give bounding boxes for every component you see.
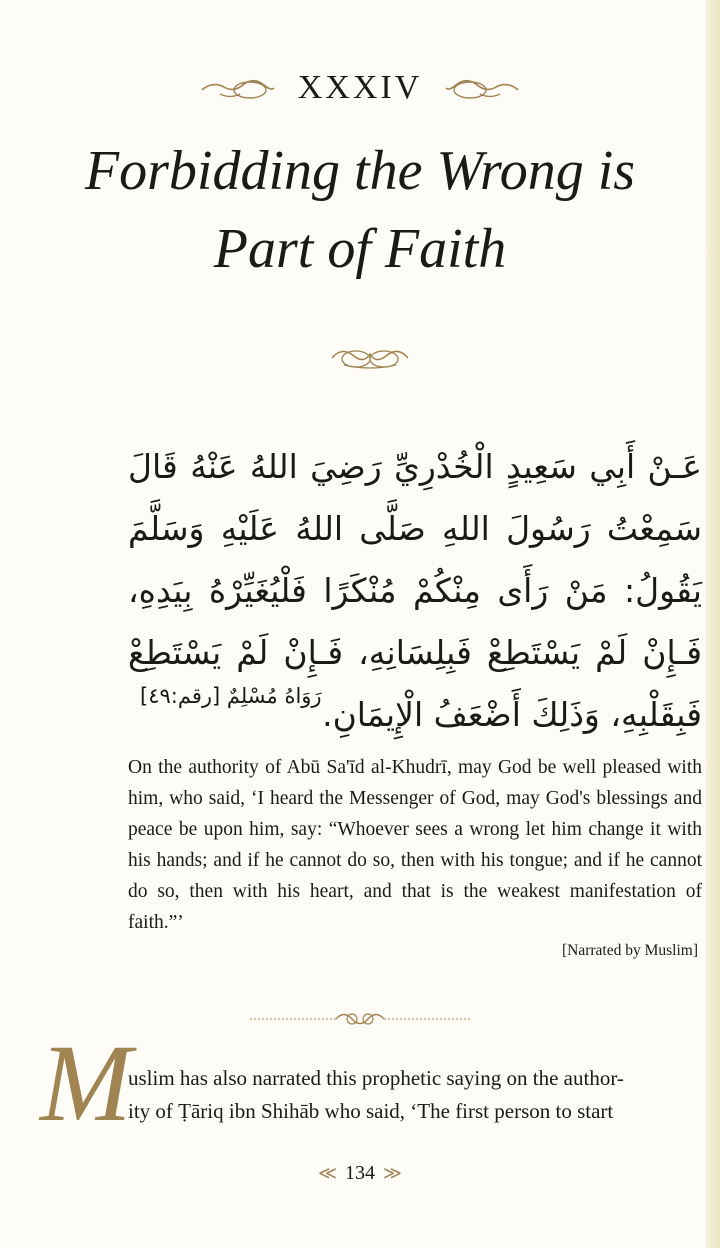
chapter-heading	[0, 62, 720, 114]
narration-reference: [Narrated by Muslim]	[561, 942, 698, 959]
chapter-title-line-2: Part of Faith	[213, 218, 507, 280]
hadith-arabic-source: رَوَاهُ مُسْلِمٌ [رقم:٤٩]	[140, 684, 322, 708]
left-footer-ornament: ≪	[318, 1163, 337, 1183]
page-number: 134	[345, 1162, 375, 1184]
title-ornament-icon	[328, 340, 412, 377]
right-footer-ornament: ≫	[383, 1163, 402, 1183]
drop-cap-letter: M	[40, 1022, 132, 1144]
hadith-translation: On the authority of Abū Sa'īd al-Khudrī, may God be well pleased with him, who said, ‘I heard the Messenger of God, may God's blessings and peace be upon him, say: “Whoever sees a wrong let him change it with his hands; and if he cannot do so, then with his tongue; and if he cannot do so, then with his heart, and that is the weakest manifestation of faith.”’	[128, 757, 702, 933]
section-divider-icon	[248, 1006, 472, 1037]
right-flourish-icon	[444, 73, 520, 103]
hadith-arabic-text: عَـنْ أَبِي سَعِيدٍ الْخُدْرِيِّ رَضِيَ اللهُ عَنْهُ قَالَ سَمِعْتُ رَسُولَ اللهِ صَلَّى اللهُ عَلَيْهِ وَسَلَّمَ يَقُولُ: مَنْ رَأَى مِنْكُمْ مُنْكَرًا فَلْيُغَيِّرْهُ بِيَدِهِ، فَـإِنْ لَمْ يَسْتَطِعْ فَبِلِسَانِهِ، فَـإِنْ لَمْ يَسْتَطِعْ فَبِقَلْبِهِ، وَذَلِكَ أَضْعَفُ الْإِيمَانِ.	[128, 447, 702, 734]
chapter-number: XXXIV	[297, 69, 423, 106]
commentary-text	[128, 1062, 702, 1128]
page-footer	[0, 1162, 720, 1185]
commentary-line-2: ity of Ṭāriq ibn Shihāb who said, ‘The first person to start	[128, 1099, 614, 1123]
left-flourish-icon	[200, 73, 276, 103]
commentary-line-1: uslim has also narrated this prophetic saying on the author-	[128, 1066, 624, 1090]
chapter-title-line-1: Forbidding the Wrong is	[84, 140, 636, 202]
chapter-title	[0, 132, 720, 288]
